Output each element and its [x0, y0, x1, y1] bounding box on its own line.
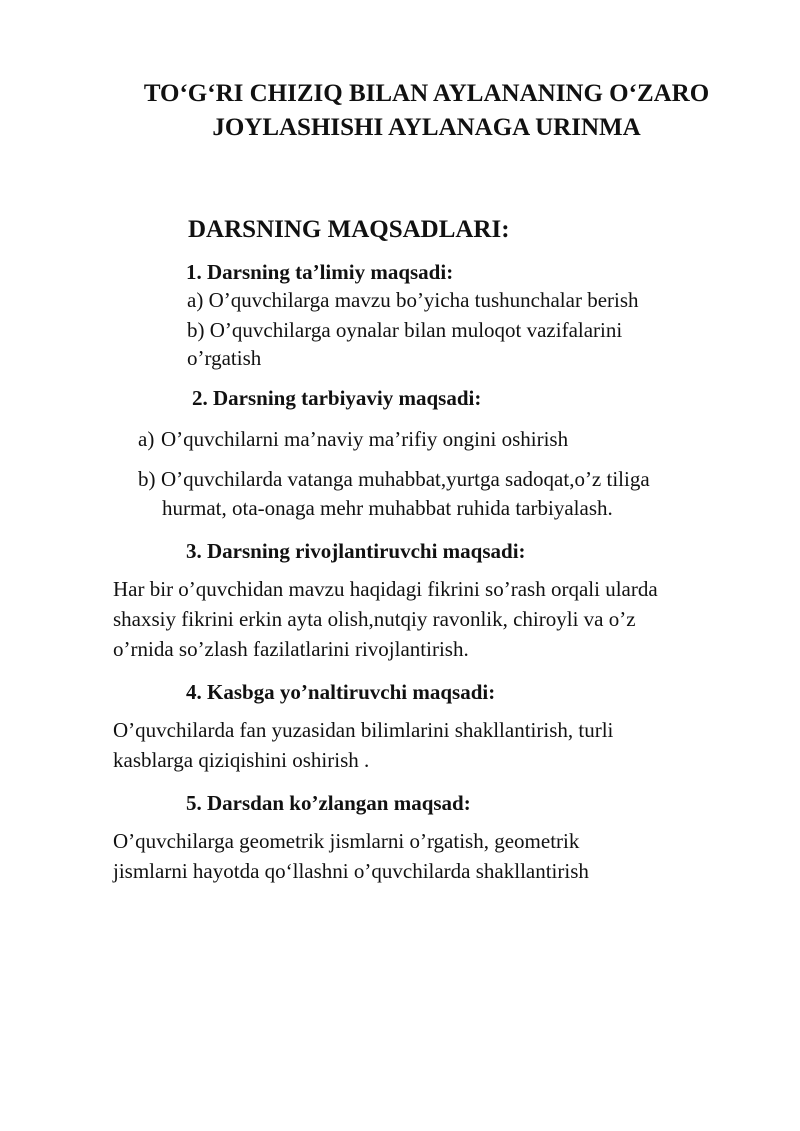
goal-1-item-b-continued: o’rgatish — [187, 346, 262, 370]
goal-3-line-1: Har bir o’quvchidan mavzu haqidagi fikrini so’rash orqali ularda — [113, 577, 658, 601]
goal-3-line-2: shaxsiy fikrini erkin ayta olish,nutqiy ravonlik, chiroyli va o’z — [113, 607, 636, 631]
goal-5-heading: 5. Darsdan ko’zlangan maqsad: — [186, 791, 471, 815]
goal-2-item-a-text: O’quvchilarni ma’naviy ma’rifiy ongini oshirish — [161, 427, 569, 451]
goal-1-heading: 1. Darsning ta’limiy maqsadi: — [186, 260, 454, 284]
section-heading-lesson-goals: DARSNING MAQSADLARI: — [188, 216, 510, 243]
goal-2-item-b-text: O’quvchilarda vatanga muhabbat,yurtga sadoqat,o’z tiliga — [161, 467, 650, 491]
goal-2-heading: 2. Darsning tarbiyaviy maqsadi: — [192, 386, 482, 410]
goal-2-item-b-continued: hurmat, ota-onaga mehr muhabbat ruhida tarbiyalash. — [162, 496, 613, 520]
goal-4-line-1: O’quvchilarda fan yuzasidan bilimlarini shakllantirish, turli — [113, 718, 614, 742]
goal-4-heading: 4. Kasbga yo’naltiruvchi maqsadi: — [186, 680, 496, 704]
goal-3-line-3: o’rnida so’zlash fazilatlarini rivojlantirish. — [113, 637, 469, 661]
list-marker: b) — [138, 467, 156, 491]
goal-1-item-b: b) O’quvchilarga oynalar bilan muloqot vazifalarini — [187, 318, 623, 342]
goal-5-line-1: O’quvchilarga geometrik jismlarni o’rgatish, geometrik — [113, 829, 580, 853]
goal-4-line-2: kasblarga qiziqishini oshirish . — [113, 748, 370, 772]
goal-3-heading: 3. Darsning rivojlantiruvchi maqsadi: — [186, 539, 526, 563]
goal-2-item-a — [138, 424, 568, 454]
goal-2-item-b — [138, 464, 650, 494]
goal-5-line-2: jismlarni hayotda qo‘llashni o’quvchilarda shakllantirish — [113, 859, 589, 883]
document-title-line-1: TO‘G‘RI CHIZIQ BILAN AYLANANING O‘ZARO — [143, 80, 710, 107]
goal-1-item-a: a) O’quvchilarga mavzu bo’yicha tushunchalar berish — [187, 288, 639, 312]
document-title-line-2: JOYLASHISHI AYLANAGA URINMA — [212, 114, 641, 141]
list-marker: a) — [138, 427, 155, 451]
